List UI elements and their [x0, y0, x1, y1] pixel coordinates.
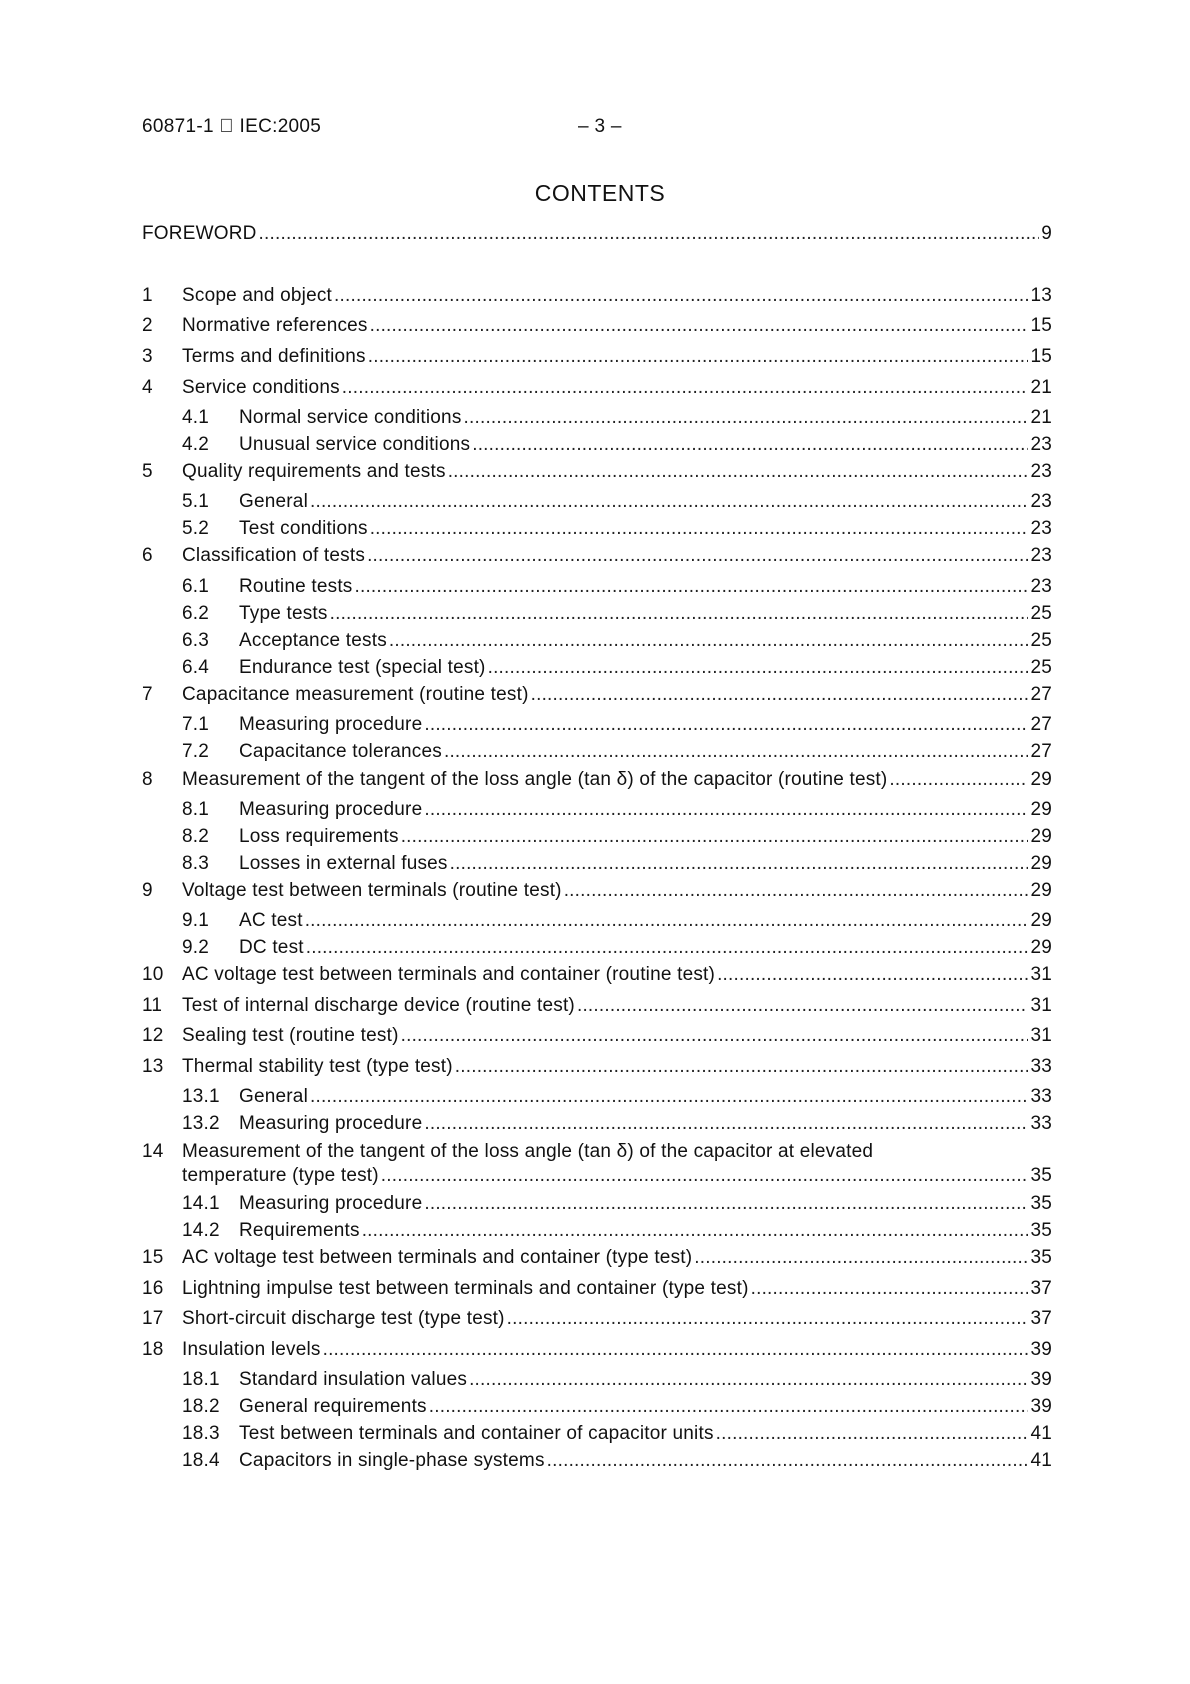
toc-entry-page: 23: [1030, 461, 1052, 482]
toc-entry-number: 15: [142, 1247, 164, 1268]
toc-entry-number: 5.2: [182, 518, 210, 539]
toc-entry-title: Normative references: [182, 315, 368, 336]
dot-leader: [448, 460, 1029, 484]
dot-leader: [469, 1368, 1028, 1392]
toc-entry-number: 14: [142, 1141, 164, 1162]
toc-entry-number: 13.1: [182, 1086, 220, 1107]
toc-entry-title: Voltage test between terminals (routine test): [182, 880, 562, 901]
toc-entry-title: Test between terminals and container of capacitor units: [239, 1423, 714, 1444]
toc-entry-title: FOREWORD: [142, 223, 257, 244]
toc-subsection-entry[interactable]: [142, 1422, 1052, 1446]
dot-leader: [424, 1112, 1028, 1136]
dot-leader: [355, 575, 1029, 599]
toc-entry-page: 25: [1030, 657, 1052, 678]
toc-entry-title: Capacitance measurement (routine test): [182, 684, 529, 705]
toc-entry-page: 29: [1030, 853, 1052, 874]
toc-entry-title: Scope and object: [182, 285, 333, 306]
dot-leader: [464, 406, 1029, 430]
toc-entry-number: 18.4: [182, 1450, 220, 1471]
toc-subsection-entry[interactable]: [142, 1192, 1052, 1216]
toc-entry-page: 29: [1030, 880, 1052, 901]
toc-entry-title: DC test: [239, 937, 304, 958]
toc-entry-page: 35: [1030, 1193, 1052, 1214]
toc-entry-number: 4.2: [182, 434, 210, 455]
dot-leader: [472, 433, 1028, 457]
toc-entry-page: 31: [1030, 964, 1052, 985]
toc-entry-page: 23: [1030, 576, 1052, 597]
dot-leader: [450, 852, 1029, 876]
toc-section-entry[interactable]: [142, 1338, 1052, 1362]
toc-section-entry[interactable]: [142, 460, 1052, 484]
dot-leader: [362, 1219, 1029, 1243]
toc-entry-page: 9: [1041, 223, 1052, 244]
toc-entry-page: 31: [1030, 995, 1052, 1016]
toc-entry-title: AC test: [239, 910, 303, 931]
toc-entry-number: 4: [142, 377, 153, 398]
dot-leader: [444, 740, 1028, 764]
toc-entry-page: 15: [1030, 346, 1052, 367]
toc-entry-number: 6.2: [182, 603, 210, 624]
toc-entry-page: 33: [1030, 1113, 1052, 1134]
toc-entry-page: 37: [1030, 1308, 1052, 1329]
toc-entry-page: 15: [1030, 315, 1052, 336]
toc-section-entry[interactable]: [142, 1024, 1052, 1048]
toc-entry-page: 27: [1030, 684, 1052, 705]
toc-entry-title: Loss requirements: [239, 826, 399, 847]
toc-section-entry[interactable]: [142, 1140, 1052, 1188]
toc-subsection-entry[interactable]: [142, 433, 1052, 457]
toc-entry-title: Normal service conditions: [239, 407, 462, 428]
dot-leader: [310, 490, 1028, 514]
toc-foreword-entry[interactable]: [142, 222, 1052, 246]
toc-entry-title: Measuring procedure: [239, 714, 423, 735]
toc-entry-number: 6.4: [182, 657, 210, 678]
toc-entry-title: Sealing test (routine test): [182, 1025, 399, 1046]
toc-entry-number: 9.1: [182, 910, 210, 931]
toc-section-entry[interactable]: [142, 683, 1052, 707]
toc-entry-page: 23: [1030, 545, 1052, 566]
toc-entry-title: Endurance test (special test): [239, 657, 486, 678]
toc-entry-title: Standard insulation values: [239, 1369, 468, 1390]
dot-leader: [401, 1024, 1029, 1048]
dot-leader: [564, 879, 1029, 903]
toc-entry-title: Quality requirements and tests: [182, 461, 446, 482]
document-id: 60871-1 IEC:2005: [142, 116, 302, 137]
toc-entry-page: 33: [1030, 1086, 1052, 1107]
toc-entry-title: General requirements: [239, 1396, 427, 1417]
toc-entry-number: 9.2: [182, 937, 210, 958]
toc-entry-title: Short-circuit discharge test (type test): [182, 1308, 505, 1329]
dot-leader: [717, 963, 1028, 987]
toc-entry-title: AC voltage test between terminals and container (type test): [182, 1247, 693, 1268]
toc-entry-number: 14.1: [182, 1193, 220, 1214]
toc-subsection-entry[interactable]: [142, 602, 1052, 626]
toc-entry-number: 11: [142, 995, 163, 1016]
toc-subsection-entry[interactable]: [142, 656, 1052, 680]
toc-entry-page: 39: [1030, 1396, 1052, 1417]
toc-entry-page: 21: [1030, 407, 1052, 428]
toc-entry-title: Measurement of the tangent of the loss angle (tan δ) of the capacitor (routine test): [182, 769, 888, 790]
toc-entry-number: 18.1: [182, 1369, 220, 1390]
toc-entry-page: 27: [1030, 741, 1052, 762]
dot-leader: [429, 1395, 1029, 1419]
dot-leader: [330, 602, 1029, 626]
toc-entry-number: 6: [142, 545, 153, 566]
toc-entry-title: General: [239, 1086, 308, 1107]
contents-heading: CONTENTS: [534, 180, 666, 206]
toc-entry-number: 12: [142, 1025, 164, 1046]
toc-entry-page: 13: [1030, 285, 1052, 306]
toc-entry-page: 35: [1030, 1247, 1052, 1268]
dot-leader: [367, 544, 1028, 568]
toc-entry-page: 29: [1030, 826, 1052, 847]
toc-entry-title: Measurement of the tangent of the loss angle (tan δ) of the capacitor at elevated: [182, 1141, 874, 1162]
toc-subsection-entry[interactable]: [142, 1219, 1052, 1243]
dot-leader: [259, 222, 1040, 246]
dot-leader: [368, 345, 1029, 369]
toc-entry-number: 18.3: [182, 1423, 220, 1444]
toc-subsection-entry[interactable]: [142, 1449, 1052, 1473]
toc-subsection-entry[interactable]: [142, 936, 1052, 960]
toc-entry-title: Capacitors in single-phase systems: [239, 1450, 545, 1471]
toc-entry-title: Losses in external fuses: [239, 853, 448, 874]
dot-leader: [716, 1422, 1029, 1446]
dot-leader: [370, 314, 1029, 338]
toc-section-entry[interactable]: [142, 284, 1052, 308]
toc-entry-number: 6.3: [182, 630, 210, 651]
toc-subsection-entry[interactable]: [142, 406, 1052, 430]
toc-entry-page: 41: [1030, 1450, 1052, 1471]
dot-leader: [342, 376, 1029, 400]
toc-subsection-entry[interactable]: [142, 713, 1052, 737]
toc-subsection-entry[interactable]: [142, 517, 1052, 541]
toc-entry-page: 41: [1030, 1423, 1052, 1444]
toc-entry-number: 5: [142, 461, 153, 482]
toc-entry-page: 35: [1030, 1220, 1052, 1241]
toc-section-entry[interactable]: [142, 1277, 1052, 1301]
toc-subsection-entry[interactable]: [142, 909, 1052, 933]
toc-entry-title: Routine tests: [239, 576, 353, 597]
toc-entry-page: 37: [1030, 1278, 1052, 1299]
toc-subsection-entry[interactable]: [142, 490, 1052, 514]
toc-subsection-entry[interactable]: [142, 629, 1052, 653]
dot-leader: [424, 713, 1028, 737]
toc-subsection-entry[interactable]: [142, 852, 1052, 876]
dot-leader: [305, 909, 1029, 933]
toc-entry-number: 8: [142, 769, 153, 790]
dot-leader: [424, 1192, 1028, 1216]
toc-entry-page: 33: [1030, 1056, 1052, 1077]
toc-entry-title: AC voltage test between terminals and container (routine test): [182, 964, 716, 985]
toc-section-entry[interactable]: [142, 1055, 1052, 1079]
toc-section-entry[interactable]: [142, 963, 1052, 987]
toc-entry-number: 14.2: [182, 1220, 220, 1241]
toc-entry-page: 39: [1030, 1369, 1052, 1390]
toc-entry-number: 8.2: [182, 826, 210, 847]
toc-entry-number: 13: [142, 1056, 164, 1077]
toc-entry-page: 29: [1030, 937, 1052, 958]
toc-subsection-entry[interactable]: [142, 1368, 1052, 1392]
toc-entry-number: 13.2: [182, 1113, 220, 1134]
toc-subsection-entry[interactable]: [142, 1085, 1052, 1109]
toc-entry-page: 35: [1030, 1165, 1052, 1186]
toc-entry-number: 4.1: [182, 407, 210, 428]
toc-entry-number: 9: [142, 880, 153, 901]
toc-section-entry[interactable]: [142, 544, 1052, 568]
toc-section-entry[interactable]: [142, 1246, 1052, 1270]
toc-entry-title: Acceptance tests: [239, 630, 387, 651]
toc-entry-page: 29: [1030, 910, 1052, 931]
toc-section-entry[interactable]: [142, 879, 1052, 903]
toc-entry-page: 23: [1030, 491, 1052, 512]
toc-entry-page: 27: [1030, 714, 1052, 735]
toc-entry-page: 29: [1030, 769, 1052, 790]
toc-subsection-entry[interactable]: [142, 1395, 1052, 1419]
dot-leader: [507, 1307, 1029, 1331]
page-marker: – 3 –: [578, 116, 622, 137]
toc-section-entry[interactable]: [142, 1307, 1052, 1331]
toc-entry-number: 1: [142, 285, 153, 306]
toc-entry-title: Unusual service conditions: [239, 434, 471, 455]
toc-entry-number: 18.2: [182, 1396, 220, 1417]
dot-leader: [751, 1277, 1029, 1301]
dot-leader: [389, 629, 1029, 653]
toc-section-entry[interactable]: [142, 768, 1052, 792]
toc-entry-title: Measuring procedure: [239, 799, 423, 820]
toc-entry-page: 21: [1030, 377, 1052, 398]
dot-leader: [334, 284, 1028, 308]
dot-leader: [531, 683, 1029, 707]
dot-leader: [323, 1338, 1029, 1362]
toc-entry-page: 23: [1030, 434, 1052, 455]
toc-entry-number: 3: [142, 346, 153, 367]
toc-entry-number: 7: [142, 684, 153, 705]
dot-leader: [455, 1055, 1029, 1079]
toc-entry-title: Test conditions: [239, 518, 368, 539]
toc-entry-title: Classification of tests: [182, 545, 366, 566]
dot-leader: [401, 825, 1029, 849]
toc-subsection-entry[interactable]: [142, 1112, 1052, 1136]
toc-entry-title: Type tests: [239, 603, 328, 624]
toc-entry-title: Insulation levels: [182, 1339, 321, 1360]
toc-entry-title: Measuring procedure: [239, 1193, 423, 1214]
dot-leader: [577, 994, 1028, 1018]
toc-entry-title: Thermal stability test (type test): [182, 1056, 453, 1077]
dot-leader: [310, 1085, 1028, 1109]
dot-leader: [381, 1164, 1029, 1188]
toc-entry-number: 8.1: [182, 799, 210, 820]
toc-entry-number: 2: [142, 315, 153, 336]
dot-leader: [547, 1449, 1029, 1473]
dot-leader: [370, 517, 1029, 541]
toc-entry-title-continued: temperature (type test): [182, 1165, 379, 1186]
toc-entry-number: 5.1: [182, 491, 210, 512]
toc-entry-number: 18: [142, 1339, 164, 1360]
toc-entry-title: Service conditions: [182, 377, 340, 398]
toc-entry-number: 8.3: [182, 853, 210, 874]
toc-section-entry[interactable]: [142, 376, 1052, 400]
toc-entry-page: 25: [1030, 630, 1052, 651]
toc-section-entry[interactable]: [142, 994, 1052, 1018]
toc-section-entry[interactable]: [142, 314, 1052, 338]
toc-entry-page: 31: [1030, 1025, 1052, 1046]
toc-entry-title: General: [239, 491, 308, 512]
toc-entry-title: Lightning impulse test between terminals and container (type test): [182, 1278, 749, 1299]
toc-subsection-entry[interactable]: [142, 798, 1052, 822]
dot-leader: [488, 656, 1029, 680]
toc-subsection-entry[interactable]: [142, 575, 1052, 599]
toc-subsection-entry[interactable]: [142, 825, 1052, 849]
toc-entry-title: Capacitance tolerances: [239, 741, 442, 762]
toc-subsection-entry[interactable]: [142, 740, 1052, 764]
toc-entry-number: 17: [142, 1308, 164, 1329]
toc-section-entry[interactable]: [142, 345, 1052, 369]
toc-entry-page: 25: [1030, 603, 1052, 624]
toc-entry-number: 6.1: [182, 576, 210, 597]
toc-entry-title: Requirements: [239, 1220, 360, 1241]
toc-entry-number: 16: [142, 1278, 164, 1299]
toc-entry-title: Measuring procedure: [239, 1113, 423, 1134]
toc-entry-number: 7.1: [182, 714, 210, 735]
dot-leader: [889, 768, 1028, 792]
toc-entry-page: 29: [1030, 799, 1052, 820]
toc-entry-title: Test of internal discharge device (routine test): [182, 995, 575, 1016]
toc-entry-title: Terms and definitions: [182, 346, 366, 367]
toc-entry-number: 10: [142, 964, 164, 985]
toc-entry-number: 7.2: [182, 741, 210, 762]
dot-leader: [424, 798, 1028, 822]
dot-leader: [306, 936, 1029, 960]
dot-leader: [694, 1246, 1028, 1270]
toc-entry-page: 39: [1030, 1339, 1052, 1360]
toc-entry-page: 23: [1030, 518, 1052, 539]
